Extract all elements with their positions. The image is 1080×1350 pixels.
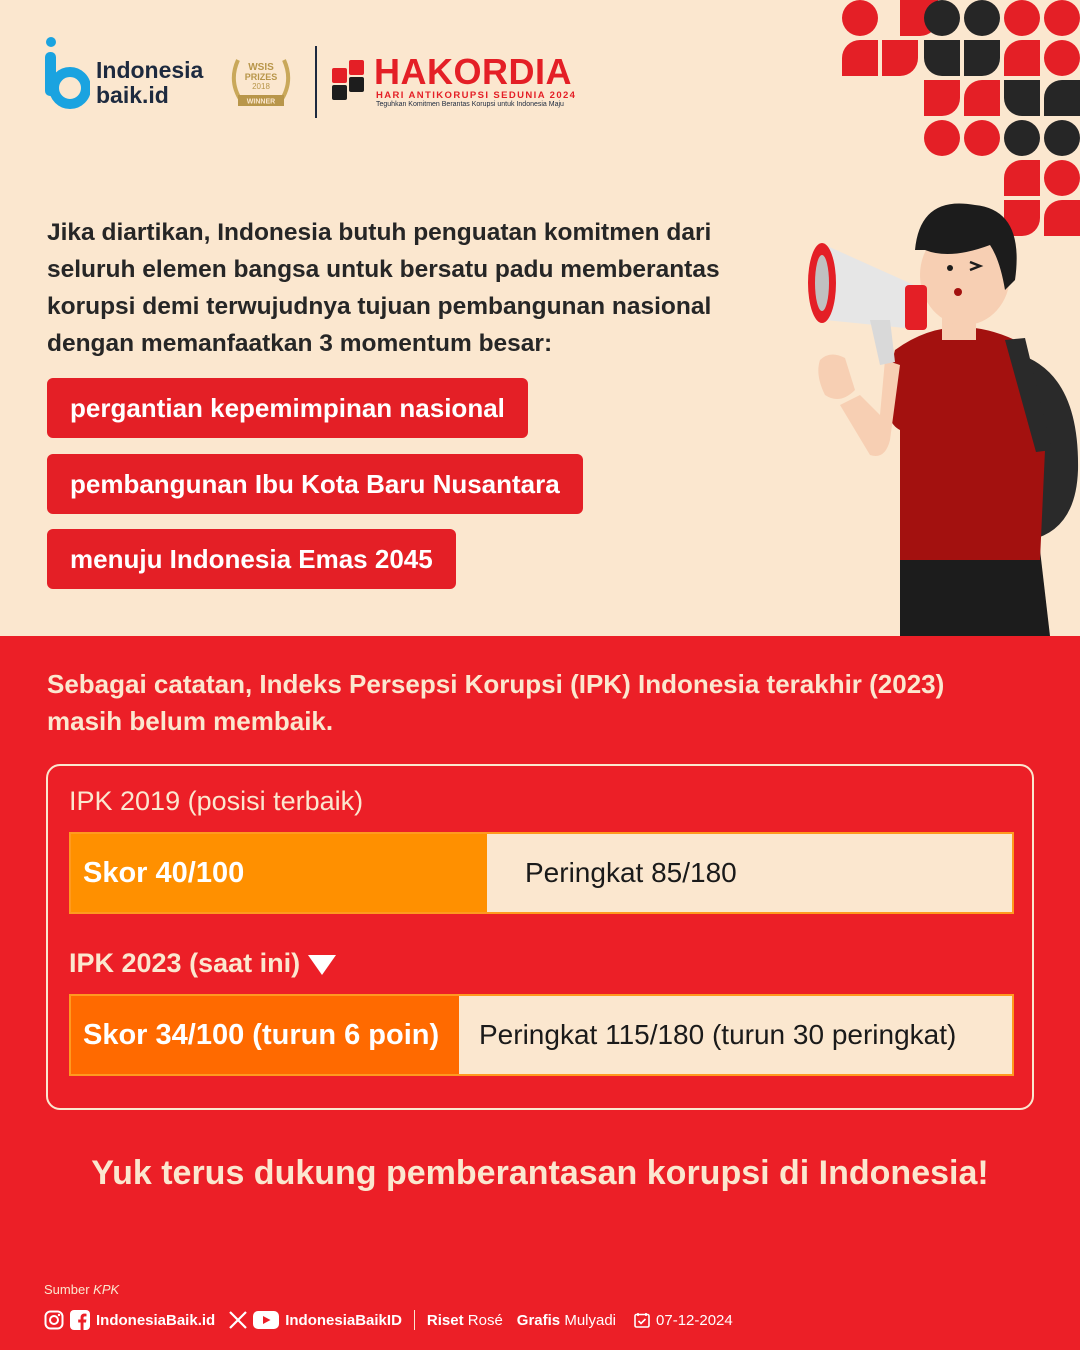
social-handle-1[interactable]: IndonesiaBaik.id	[96, 1311, 216, 1329]
momentum-item-2: pembangunan Ibu Kota Baru Nusantara	[47, 454, 583, 514]
brand-line-1: Indonesia	[96, 57, 204, 83]
ipk-2019-rank: Peringkat 85/180	[487, 834, 1012, 912]
award-label: WINNER	[246, 98, 276, 106]
down-triangle-icon	[308, 955, 336, 975]
ipk-comparison-card	[46, 764, 1034, 1110]
momentum-item-1: pergantian kepemimpinan nasional	[47, 378, 528, 438]
source-line	[44, 1282, 119, 1297]
hakordia-mark-icon	[332, 58, 368, 108]
brand-line-2: baik.id	[96, 82, 169, 108]
graphic-label: Grafis	[516, 1311, 561, 1329]
ipk-2023-heading-wrap	[69, 948, 336, 979]
youtube-icon[interactable]	[253, 1311, 279, 1329]
award-year: 2018	[252, 82, 270, 91]
top-section	[0, 0, 1080, 636]
ipk-2023-row	[69, 994, 1014, 1076]
ipk-2019-heading: IPK 2019 (posisi terbaik)	[69, 786, 364, 816]
graphic-name: Mulyadi	[564, 1311, 617, 1329]
campaign-tagline: Teguhkan Komitmen Berantas Korupsi untuk Indonesia Maju	[376, 101, 564, 108]
instagram-icon[interactable]	[44, 1310, 64, 1330]
ipk-2023-score: Skor 34/100 (turun 6 poin)	[71, 996, 459, 1074]
campaign-title: HAKORDIA	[374, 51, 572, 92]
call-to-action: Yuk terus dukung pemberantasan korupsi di Indonesia!	[91, 1154, 989, 1192]
ipk-2019-row	[69, 832, 1014, 914]
footer-separator	[414, 1310, 415, 1330]
indonesiabaik-logo-icon	[44, 36, 90, 110]
social-handle-2[interactable]: IndonesiaBaikID	[285, 1311, 402, 1329]
source-label: Sumber	[44, 1282, 90, 1297]
facebook-icon[interactable]	[70, 1310, 90, 1330]
ipk-note: Sebagai catatan, Indeks Persepsi Korupsi (IPK) Indonesia terakhir (2023) masih belum membaik.	[47, 669, 945, 736]
research-label: Riset	[426, 1311, 464, 1329]
ipk-2019-score: Skor 40/100	[71, 834, 487, 912]
wsis-award-badge-icon	[226, 52, 296, 114]
publish-date: 07-12-2024	[656, 1311, 733, 1329]
calendar-icon	[634, 1312, 650, 1328]
x-twitter-icon[interactable]	[229, 1311, 247, 1329]
source-value: KPK	[93, 1282, 120, 1297]
research-name: Rosé	[467, 1311, 503, 1329]
intro-paragraph: Jika diartikan, Indonesia butuh penguatan komitmen dari seluruh elemen bangsa untuk bersatu padu memberantas korupsi demi terwujudnya tujuan pembangunan nasional dengan memanfaatkan 3 momentum besar:	[47, 219, 720, 357]
award-line-2: PRIZES	[244, 72, 278, 82]
momentum-item-3: menuju Indonesia Emas 2045	[47, 529, 456, 589]
header-divider	[315, 46, 317, 118]
ipk-2023-heading: IPK 2023 (saat ini)	[69, 948, 301, 978]
man-with-megaphone-illustration-icon	[800, 190, 1080, 636]
award-line-1: WSIS	[248, 62, 274, 73]
footer-bar	[44, 1308, 733, 1332]
brand-wordmark	[96, 58, 203, 108]
bottom-section	[0, 636, 1080, 1350]
ipk-2023-rank: Peringkat 115/180 (turun 30 peringkat)	[459, 996, 1012, 1074]
campaign-subtitle: HARI ANTIKORUPSI SEDUNIA 2024	[376, 90, 577, 101]
